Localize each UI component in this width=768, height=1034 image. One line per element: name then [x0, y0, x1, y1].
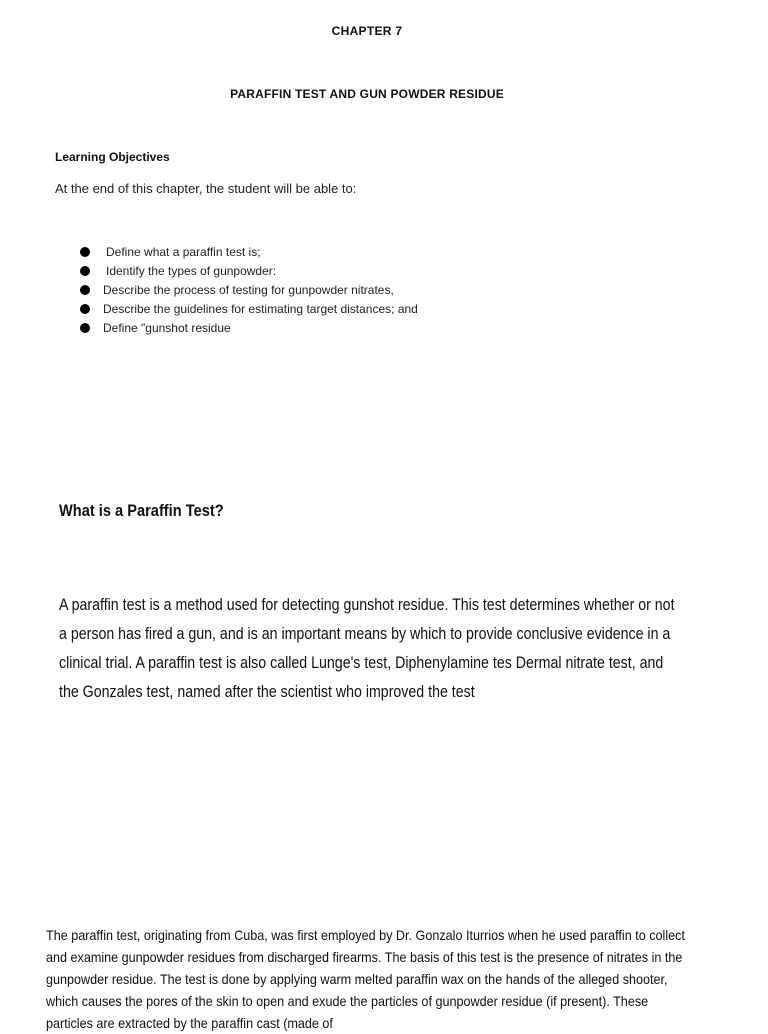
- list-item: [80, 262, 418, 281]
- objective-text: Define "gunshot residue: [103, 321, 231, 335]
- list-item: [80, 300, 418, 319]
- bullet-icon: [80, 247, 90, 257]
- learning-objectives-intro: At the end of this chapter, the student will be able to:: [55, 181, 357, 196]
- paragraph-definition: A paraffin test is a method used for detecting gunshot residue. This test determines whether or not a person has fired a gun, and is an important means by which to provide conclusive evidence in a clinical trial. A paraffin test is also called Lunge's test, Diphenylamine tes Dermal nitrate test, and the Gonzales test, named after the scientist who improved the test: [59, 596, 675, 701]
- list-item: [80, 281, 418, 300]
- learning-objectives-heading: Learning Objectives: [55, 150, 170, 164]
- objective-text: Describe the process of testing for gunpowder nitrates,: [103, 283, 394, 297]
- bullet-icon: [80, 266, 90, 276]
- paragraph-history: The paraffin test, originating from Cuba, was first employed by Dr. Gonzalo Iturrios when he used paraffin to collect and examine gunpowder residues from discharged firearms. The basis of this test is the presence of nitrates in the gunpowder residue. The test is done by applying warm melted paraffin wax on the hands of the alleged shooter, which causes the pores of the skin to open and exude the particles of gunpowder residue (if present). These particles are extracted by the paraffin cast (made of: [46, 927, 685, 1031]
- objective-text: Describe the guidelines for estimating target distances; and: [103, 302, 418, 316]
- list-item: [80, 243, 418, 262]
- objective-text: Identify the types of gunpowder:: [106, 264, 277, 278]
- document-title: PARAFFIN TEST AND GUN POWDER RESIDUE: [230, 87, 504, 101]
- chapter-label: CHAPTER 7: [331, 24, 403, 38]
- bullet-icon: [80, 285, 90, 295]
- bullet-icon: [80, 323, 90, 333]
- bullet-icon: [80, 304, 90, 314]
- list-item: [80, 319, 418, 338]
- objective-text: Define what a paraffin test is;: [106, 245, 261, 259]
- objectives-list: [80, 243, 418, 338]
- section-heading: What is a Paraffin Test?: [59, 501, 224, 520]
